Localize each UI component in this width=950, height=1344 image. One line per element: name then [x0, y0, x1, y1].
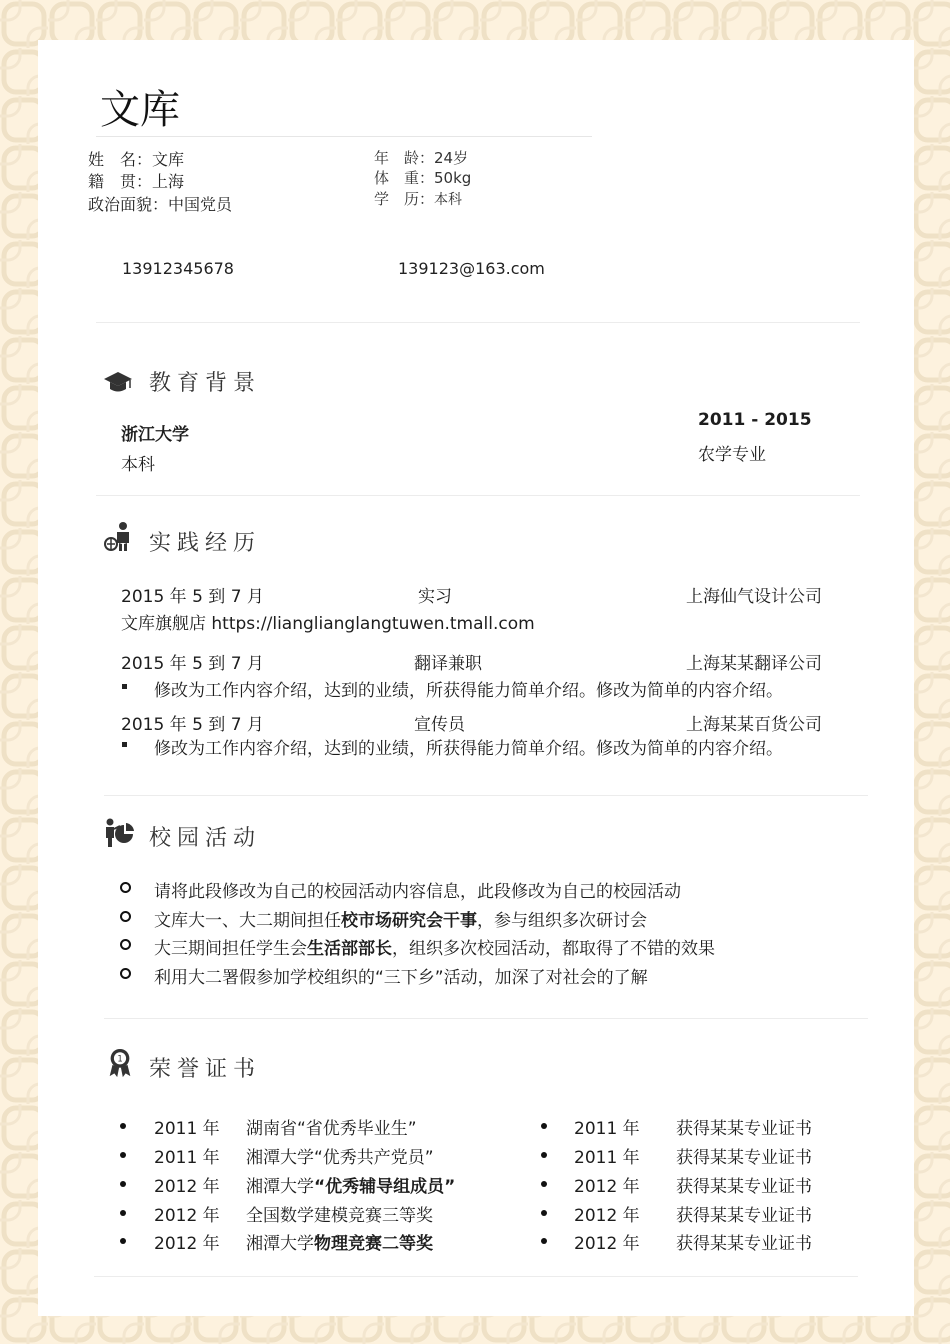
cert-text: 获得某某专业证书 [676, 1206, 812, 1226]
presenter-chart-icon [104, 818, 134, 848]
honors-title: 荣誉证书 [149, 1057, 262, 1082]
education-years: 2011 - 2015 [698, 410, 812, 430]
name-value: 文库 [152, 150, 185, 169]
bullet-square [122, 684, 127, 689]
bullet-dot [541, 1210, 547, 1216]
bullet-dot [120, 1210, 126, 1216]
campus-item: 利用大二署假参加学校组织的“三下乡”活动，加深了对社会的了解 [154, 968, 648, 988]
honor-text: 湘潭大学物理竞赛二等奖 [246, 1234, 433, 1254]
honor-year: 2012 年 [154, 1177, 220, 1197]
person-briefcase-icon [104, 521, 134, 551]
bullet-dot [541, 1123, 547, 1129]
cert-text: 获得某某专业证书 [676, 1148, 812, 1168]
honor-text: 全国数学建模竞赛三等奖 [246, 1206, 433, 1226]
education-title: 教育背景 [149, 371, 262, 396]
graduation-cap-icon [103, 367, 133, 397]
bullet-ring [120, 939, 131, 950]
practice-role: 翻译兼职 [414, 654, 482, 674]
section-divider [96, 495, 860, 496]
honor-text: 湘潭大学“优秀辅导组成员” [246, 1177, 456, 1197]
edu-label: 学 历： [374, 190, 435, 208]
campus-item: 请将此段修改为自己的校园活动内容信息，此段修改为自己的校园活动 [154, 882, 681, 902]
age-label: 年 龄： [374, 149, 435, 167]
bullet-ring [120, 968, 131, 979]
info-age-row [374, 147, 468, 168]
bullet-square [122, 742, 127, 747]
cert-year: 2012 年 [574, 1177, 640, 1197]
bullet-dot [120, 1181, 126, 1187]
info-weight-row [374, 167, 471, 188]
cert-year: 2012 年 [574, 1206, 640, 1226]
honor-text: 湘潭大学“优秀共产党员” [246, 1148, 434, 1168]
cert-text: 获得某某专业证书 [676, 1234, 812, 1254]
campus-item: 文库大一、大二期间担任校市场研究会干事，参与组织多次研讨会 [154, 911, 647, 931]
bullet-dot [541, 1152, 547, 1158]
practice-company: 上海某某百货公司 [686, 715, 822, 735]
campus-title: 校园活动 [149, 826, 262, 851]
bullet-dot [541, 1181, 547, 1187]
honor-text: 湖南省“省优秀毕业生” [246, 1119, 417, 1139]
award-medal-icon [105, 1048, 135, 1078]
info-politics-row [88, 192, 232, 215]
practice-role: 宣传员 [414, 715, 465, 735]
bullet-dot [120, 1123, 126, 1129]
education-major: 农学专业 [698, 445, 766, 465]
bullet-ring [120, 882, 131, 893]
email-address[interactable]: 139123@163.com [398, 259, 545, 278]
resume-name: 文库 [100, 87, 180, 133]
cert-year: 2011 年 [574, 1119, 640, 1139]
info-name-row [88, 147, 184, 170]
practice-desc: 修改为工作内容介绍，达到的业绩，所获得能力简单介绍。修改为简单的内容介绍。 [154, 681, 783, 701]
honor-year: 2011 年 [154, 1119, 220, 1139]
weight-value: 50kg [434, 169, 472, 187]
info-edu-row [374, 188, 462, 209]
campus-item: 大三期间担任学生会生活部部长，组织多次校园活动，都取得了不错的效果 [154, 939, 715, 959]
practice-date: 2015 年 5 到 7 月 [121, 654, 264, 674]
bullet-ring [120, 911, 131, 922]
section-divider [94, 1276, 858, 1277]
practice-date: 2015 年 5 到 7 月 [121, 587, 264, 607]
honor-year: 2012 年 [154, 1234, 220, 1254]
practice-company: 上海某某翻译公司 [686, 654, 822, 674]
cert-year: 2012 年 [574, 1234, 640, 1254]
weight-label: 体 重： [374, 169, 435, 187]
school-name: 浙江大学 [121, 425, 189, 445]
name-underline [96, 136, 592, 137]
bullet-dot [541, 1238, 547, 1244]
phone-number: 13912345678 [122, 259, 234, 278]
name-label: 姓 名： [88, 150, 153, 169]
section-divider [104, 1018, 868, 1019]
edu-value: 本科 [434, 192, 463, 208]
info-origin-row [88, 169, 184, 192]
cert-text: 获得某某专业证书 [676, 1119, 812, 1139]
bullet-dot [120, 1152, 126, 1158]
cert-year: 2011 年 [574, 1148, 640, 1168]
politics-value: 中国党员 [168, 195, 233, 214]
honor-year: 2011 年 [154, 1148, 220, 1168]
origin-label: 籍 贯： [88, 172, 153, 191]
section-divider [96, 322, 860, 323]
practice-date: 2015 年 5 到 7 月 [121, 715, 264, 735]
age-value: 24岁 [434, 149, 469, 167]
degree: 本科 [121, 455, 155, 475]
practice-desc: 修改为工作内容介绍，达到的业绩，所获得能力简单介绍。修改为简单的内容介绍。 [154, 739, 783, 759]
practice-desc: 文库旗舰店 https://lianglianglangtuwen.tmall.com [121, 614, 535, 634]
bullet-dot [120, 1238, 126, 1244]
honor-year: 2012 年 [154, 1206, 220, 1226]
practice-company: 上海仙气设计公司 [686, 587, 822, 607]
cert-text: 获得某某专业证书 [676, 1177, 812, 1197]
section-divider [104, 795, 868, 796]
practice-title: 实践经历 [149, 531, 262, 556]
origin-value: 上海 [152, 172, 185, 191]
svg-text:1: 1 [117, 1053, 123, 1064]
politics-label: 政治面貌： [88, 195, 169, 214]
practice-role: 实习 [418, 587, 452, 607]
